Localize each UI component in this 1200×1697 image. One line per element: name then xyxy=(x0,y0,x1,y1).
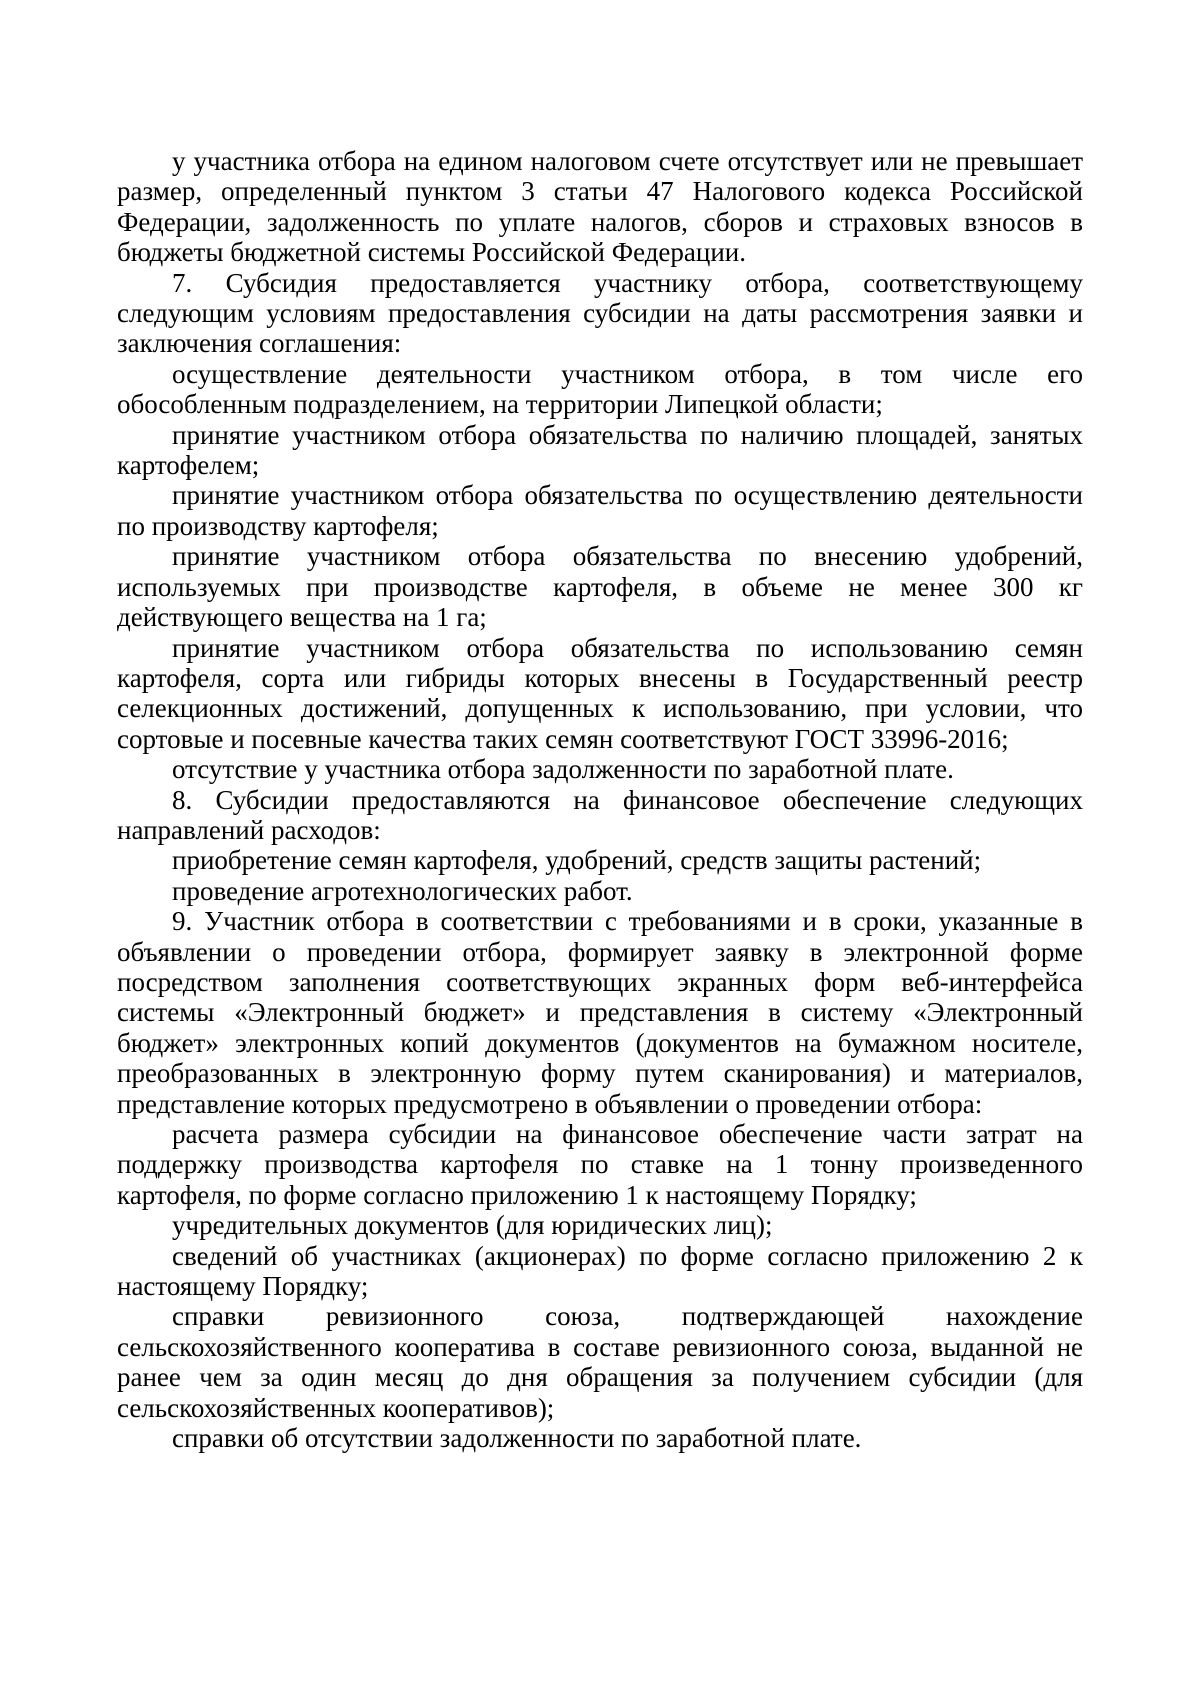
paragraph-subsidy-calculation: расчета размера субсидии на финансовое обеспечение части затрат на поддержку производства картофеля по ставке на 1 тонну произведенного картофеля, по форме согласно приложению 1 к настоящему Порядку; xyxy=(117,1119,1083,1210)
paragraph-item-9: 9. Участник отбора в соответствии с требованиями и в сроки, указанные в объявлении о проведении отбора, формирует заявку в электронной форме посредством заполнения соответствующих экранных форм веб-интерфейса системы «Электронный бюджет» и представления в систему «Электронный бюджет» электронных копий документов (документов на бумажном носителе, преобразованных в электронную форму путем сканирования) и материалов, представление которых предусмотрено в объявлении о проведении отбора: xyxy=(117,906,1083,1119)
paragraph-purchase-seeds: приобретение семян картофеля, удобрений, средств защиты растений; xyxy=(172,845,982,876)
paragraph-no-wage-debt: отсутствие у участника отбора задолженности по заработной плате. xyxy=(172,754,954,785)
paragraph-item-7: 7. Субсидия предоставляется участнику отбора, соответствующему следующим условиям предоставления субсидии на даты рассмотрения заявки и заключения соглашения: xyxy=(117,267,1083,359)
paragraph-obligation-areas: принятие участником отбора обязательства по наличию площадей, занятых картофелем; xyxy=(117,419,1083,481)
paragraph-activity-lipetsk: осуществление деятельности участником отбора, в том числе его обособленным подразделением, на территории Липецкой области; xyxy=(117,358,1083,420)
paragraph-obligation-fertilizer: принятие участником отбора обязательства по внесению удобрений, используемых при производстве картофеля, в объеме не менее 300 кг действующего вещества на 1 га; xyxy=(117,541,1083,633)
paragraph-obligation-seeds: принятие участником отбора обязательства по использованию семян картофеля, сорта или гибриды которых внесены в Государственный реестр селекционных достижений, допущенных к использованию, при условии, что сортовые и посевные качества таких семян соответствуют ГОСТ 33996-2016; xyxy=(117,632,1083,754)
paragraph-agrotech-works: проведение агротехнологических работ. xyxy=(172,875,633,906)
document-body xyxy=(117,146,1083,1453)
paragraph-shareholders-info: сведений об участниках (акционерах) по форме согласно приложению 2 к настоящему Порядку; xyxy=(117,1240,1083,1302)
paragraph-wage-debt-certificate: справки об отсутствии задолженности по заработной плате. xyxy=(172,1423,862,1454)
paragraph-audit-union-certificate: справки ревизионного союза, подтверждающей нахождение сельскохозяйственного кооператива в составе ревизионного союза, выданной не ранее чем за один месяц до дня обращения за получением субсидии (для сельскохозяйственных кооперативов); xyxy=(117,1301,1083,1423)
paragraph-item-8: 8. Субсидии предоставляются на финансовое обеспечение следующих направлений расходов: xyxy=(117,784,1083,845)
paragraph-tax-debt: у участника отбора на едином налоговом счете отсутствует или не превышает размер, определенный пунктом 3 статьи 47 Налогового кодекса Российской Федерации, задолженность по уплате налогов, сборов и страховых взносов в бюджеты бюджетной системы Российской Федерации. xyxy=(117,146,1083,268)
paragraph-obligation-production: принятие участником отбора обязательства по осуществлению деятельности по производству картофеля; xyxy=(117,480,1083,541)
paragraph-founding-documents: учредительных документов (для юридических лиц); xyxy=(172,1210,773,1241)
